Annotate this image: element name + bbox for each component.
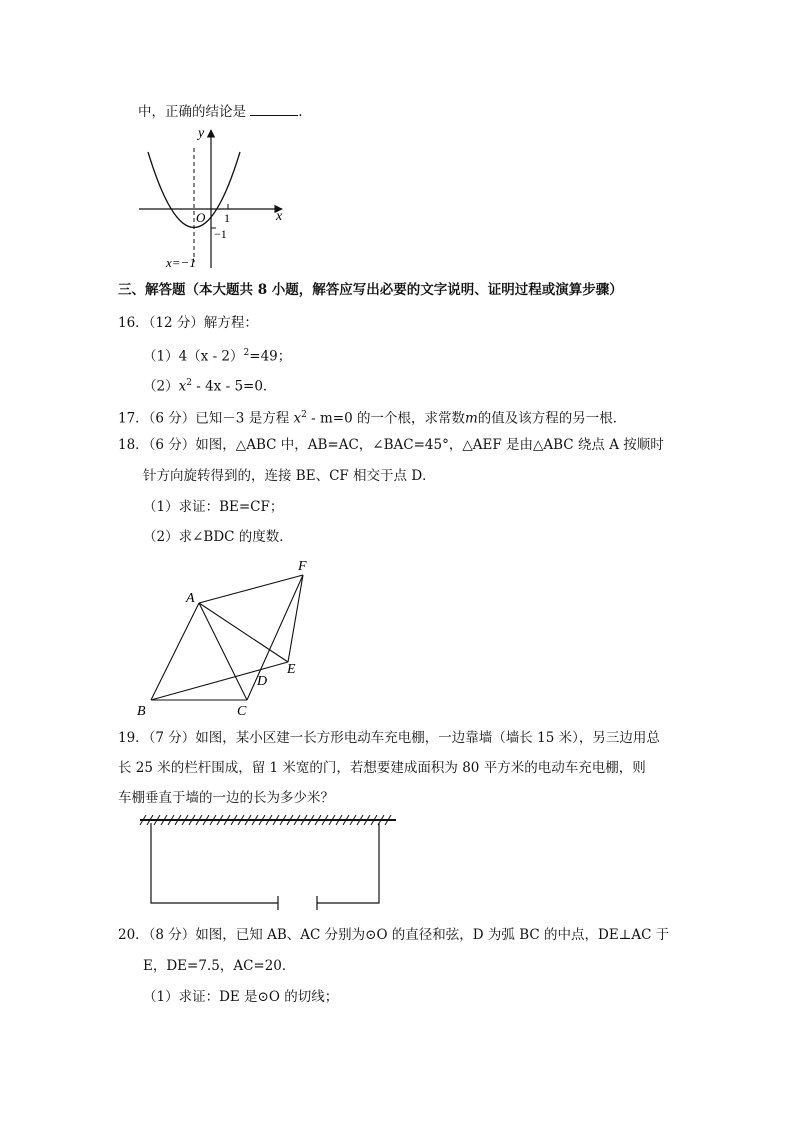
segment-be — [151, 662, 288, 700]
q16-head: 16．（12 分）解方程： — [118, 315, 258, 331]
q20-line2: E，DE=7.5，AC=20． — [143, 958, 296, 974]
axis-equation-label: x=−1 — [166, 255, 196, 270]
segment-ac — [199, 603, 247, 700]
neg-one-label: −1 — [214, 227, 227, 241]
point-c-label: C — [237, 704, 247, 719]
q18-part2: （2）求∠BDC 的度数． — [143, 529, 293, 545]
segment-ab — [151, 603, 199, 700]
wall-figure — [140, 815, 396, 910]
q20-line1: 20．（8 分）如图，已知 AB、AC 分别为⊙O 的直径和弦，D 为弧 BC 的中点，DE⊥AC 于 — [118, 927, 670, 943]
segment-ae — [199, 603, 288, 662]
segment-ef — [288, 575, 303, 662]
q16-part2: $(2)x^2 - 4x - 5=0$． — [143, 378, 277, 395]
q15-tail-line: 中，正确的结论是 . — [138, 104, 303, 120]
q18-part1: （1）求证：BE=CF； — [143, 499, 284, 515]
section-3-heading: 三、解答题（本大题共 8 小题，解答应写出必要的文字说明、证明过程或演算步骤） — [118, 282, 623, 298]
one-label: 1 — [224, 211, 230, 225]
q19-line2: 长 25 米的栏杆围成，留 1 米宽的门，若想要建成面积为 80 平方米的电动车充电棚，则 — [118, 760, 646, 776]
q19-line3: 车棚垂直于墙的一边的长为多少米？ — [118, 790, 334, 806]
origin-label: O — [196, 210, 206, 225]
point-e-label: E — [287, 662, 296, 677]
point-a-label: A — [186, 591, 195, 606]
triangle-figure — [151, 575, 303, 700]
point-d-label: D — [257, 674, 268, 689]
q18-line1: 18．（6 分）如图，△ABC 中，AB=AC，∠BAC=45°，△AEF 是由△ABC 绕点 A 按顺时 — [118, 437, 664, 453]
fence-left-bottom — [151, 823, 278, 903]
q17-line: 17．（6 分）已知－3 是方程 $x^2 - m=0$ 的一个根，求常数m的值及该方程的另一根． — [118, 410, 627, 427]
q15-tail-text: 中，正确的结论是 — [138, 104, 246, 120]
y-label: y — [198, 126, 205, 141]
segment-af — [199, 575, 303, 603]
fence-bottom-right — [317, 823, 379, 903]
point-f-label: F — [298, 559, 307, 574]
q19-line1: 19．（7 分）如图，某小区建一长方形电动车充电棚，一边靠墙（墙长 15 米），另三边用总 — [118, 730, 660, 746]
q16-part1: （1）4（x - 2）$^2$=49； — [143, 348, 292, 365]
segment-cf — [247, 575, 303, 700]
point-b-label: B — [137, 704, 146, 719]
q20-part1: （1）求证：DE 是⊙O 的切线； — [143, 989, 339, 1005]
x-label: x — [276, 209, 283, 224]
q18-line2: 针方向旋转得到的，连接 BE、CF 相交于点 D． — [143, 468, 436, 484]
